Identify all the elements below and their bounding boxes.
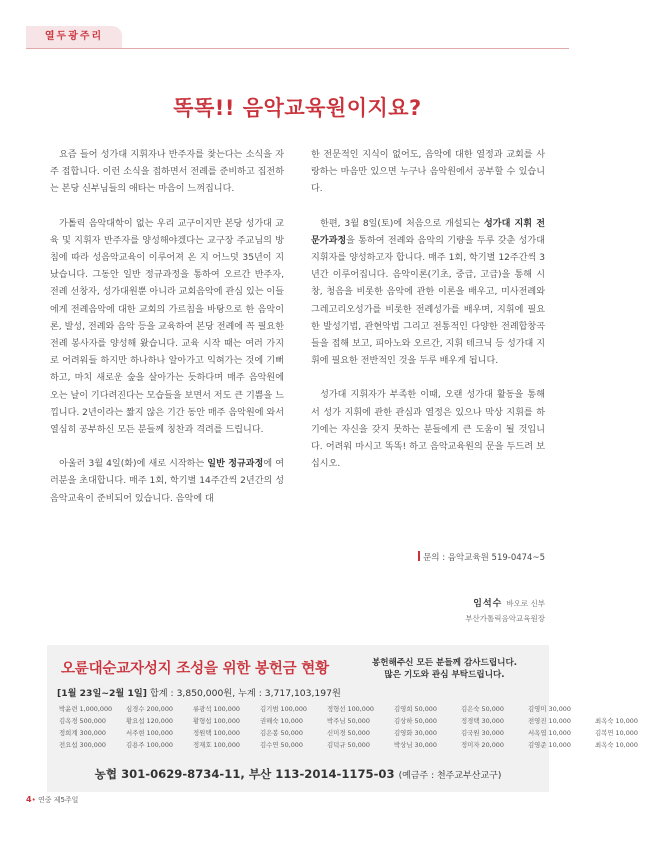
left-paragraph-3 <box>50 456 284 508</box>
donor-entry: 정경택 30,000 <box>461 717 504 726</box>
donor-row <box>59 703 662 715</box>
donor-entry: 황형섭 100,000 <box>193 717 240 726</box>
left-paragraph-3-start: 아울러 3월 4일(화)에 새로 시작하는 <box>59 459 208 470</box>
donor-row <box>59 727 662 739</box>
contact-text: 문의 : 음악교육원 519-0474~5 <box>423 553 545 563</box>
donor-entry: 심경수 200,000 <box>126 705 173 713</box>
donation-thanks-line-1: 봉헌해주신 모든 분들께 감사드립니다. <box>371 658 518 668</box>
page-footer: 4• 연중 제5주일 <box>26 795 79 804</box>
left-paragraph-1: 요즘 들어 성가대 지휘자나 반주자를 찾는다는 소식을 자주 접합니다. 이런 소식을 접하면서 전례를 준비하고 집전하는 본당 신부님들의 애타는 마음이 느껴집니다. <box>50 150 284 195</box>
left-paragraph-2: 가톨릭 음악대학이 없는 우리 교구이지만 본당 성가대 교육 및 지휘자 반주자를 양성해야겠다는 교구장 주교님의 방침에 따라 성음악교육이 이루어져 온 지 어느덧 35년이 지났습니다. 그동안 일반 정규과정을 통하여 오르간 반주자, 전례 선창자, 성가대원뿐 아니라 교회음악에 관심 있는 이들에게 전례음악에 대한 교회의 가르침을 바탕으로 한 음악이론, 발성, 전례와 음악 등을 교육하여 본당 전례에 꼭 필요한 전례 봉사자를 양성해 왔습니다. 교육 시작 때는 여러 가지로 어려워들 하지만 하나하나 알아가고 익혀가는 것에 기뻐하고, 마치 새로운 숲을 살아가는 듯하다며 매주 음악원에 오는 날이 기다려진다는 모습들을 보면서 저도 큰 기쁨을 느낍니다. 2년이라는 짧지 않은 기간 동안 매주 음악원에 와서 열심히 공부하신 모든 분들께 칭찬과 격려를 드립니다. <box>50 218 284 436</box>
donor-entry: 김기범 100,000 <box>260 705 307 713</box>
donor-entry: 정재호 100,000 <box>193 741 240 750</box>
right-paragraph-2-emphasis: 성가대 지휘 전문가과정 <box>311 218 545 246</box>
account-holder: (예금주 : 천주교부산교구) <box>398 771 502 781</box>
donor-entry: 정원택 100,000 <box>193 729 240 738</box>
donor-entry: 신미경 50,000 <box>327 729 370 738</box>
right-paragraph-2 <box>311 216 545 371</box>
donation-title: 오륜대순교자성지 조성을 위한 봉헌금 현황 <box>61 661 329 677</box>
donor-entry: 정희계 300,000 <box>59 729 106 738</box>
donor-entry: 김덕규 50,000 <box>327 741 370 750</box>
donor-entry: 김국원 30,000 <box>461 729 504 738</box>
donor-entry: 김영미 30,000 <box>528 705 571 713</box>
left-column <box>50 147 284 508</box>
donor-entry: 서주현 100,000 <box>126 729 173 738</box>
donor-row <box>59 739 662 751</box>
donor-entry: 최옥숙 10,000 <box>595 741 638 750</box>
donor-entry: 박주님 50,000 <box>327 717 370 726</box>
donor-entry: 류광석 100,000 <box>193 705 240 713</box>
donation-account <box>47 766 549 782</box>
author-title: 부산가톨릭음악교육원장 <box>465 614 545 623</box>
section-tab: 열두광주리 <box>26 26 122 48</box>
donor-entry: 서옥엽 10,000 <box>528 729 571 738</box>
donor-entry: 황요섭 120,000 <box>126 717 173 726</box>
donor-entry: 김은봉 50,000 <box>260 729 303 738</box>
page-number: 4 <box>26 795 32 804</box>
donor-entry: 김영준 10,000 <box>528 741 571 750</box>
author-signature <box>311 596 545 609</box>
top-rule <box>26 48 569 49</box>
donation-summary <box>57 685 341 699</box>
donor-entry: 김옥경 500,000 <box>59 717 106 726</box>
donor-entry: 김영희 50,000 <box>394 705 437 713</box>
donor-entry: 김복연 10,000 <box>595 729 638 738</box>
donor-entry: 정형선 100,000 <box>327 705 374 713</box>
donor-entry: 최옥숙 10,000 <box>595 717 638 726</box>
donor-entry: 김상하 50,000 <box>394 717 437 726</box>
account-numbers: 농협 301-0629-8734-11, 부산 113-2014-1175-03 <box>94 767 395 781</box>
donor-entry: 박상님 30,000 <box>394 741 437 750</box>
donor-list <box>59 703 662 751</box>
donor-entry: 전요섭 300,000 <box>59 741 106 750</box>
contact-bar <box>418 551 420 561</box>
author-name: 임석수 <box>473 599 503 609</box>
author-role: 바오로 신부 <box>506 599 545 608</box>
right-column <box>311 147 545 473</box>
donor-entry: 박윤련 1,000,000 <box>59 705 113 713</box>
donor-row <box>59 715 662 727</box>
left-paragraph-3-emphasis: 일반 정규과정 <box>207 459 264 470</box>
donor-entry: 김용주 100,000 <box>126 741 173 750</box>
contact-info <box>311 551 545 563</box>
donor-entry: 정미자 20,000 <box>461 741 504 750</box>
donation-thanks-line-2: 많은 기도와 관심 부탁드립니다. <box>384 670 505 680</box>
right-paragraph-2-start: 한편, 3월 8일(토)에 처음으로 개설되는 <box>320 218 484 229</box>
donation-thanks <box>347 657 542 681</box>
donor-entry: 권해숙 10,000 <box>260 717 303 726</box>
right-paragraph-3: 성가대 지휘자가 부족한 이때, 오랜 성가대 활동을 통해서 성가 지휘에 관한 관심과 열정은 있으나 막상 지휘를 하기에는 자신을 갖지 못하는 분들에게 큰 도움이 될 것입니다. 어려워 마시고 똑똑! 하고 음악교육원의 문을 두드려 보십시오. <box>311 390 545 470</box>
donor-entry: 전영진 10,000 <box>528 717 571 726</box>
donor-entry: 김영화 30,000 <box>394 729 437 738</box>
donation-box <box>47 645 638 792</box>
left-paragraph-3-end: 에 여러분을 초대합니다. 매주 1회, 학기별 14주간씩 2년간의 성음악교육이 준비되어 있습니다. 음악에 대 <box>50 459 284 504</box>
article-title: 똑똑!! 음악교육원이지요? <box>173 96 422 120</box>
donation-period: [1월 23일~2월 1일] <box>57 688 147 699</box>
donation-totals: 합계 : 3,850,000원, 누계 : 3,717,103,197원 <box>149 688 341 699</box>
right-paragraph-2-end: 을 통하여 전례와 음악의 기량을 두루 갖춘 성가대 지휘자를 양성하고자 합니다. 매주 1회, 학기별 12주간씩 3년간 이루어집니다. 음악이론(기초, 중급, 고급)을 통해 시창, 청음을 비롯한 음악에 관한 이론을 배우고, 미사전례와 그레고리오성가를 비롯한 전례성가를 배우며, 지휘에 필요한 발성기법, 관현악법 그리고 전통적인 다양한 전례합창곡들을 접해 보고, 피아노와 오르간, 지휘 테크닉 등 성가대 지휘에 필요한 전반적인 것을 두루 배우게 됩니다. <box>311 235 545 367</box>
footer-text: 연중 제5주일 <box>37 796 79 804</box>
donor-entry: 김은숙 50,000 <box>461 705 504 713</box>
donor-entry: 김수연 50,000 <box>260 741 303 750</box>
right-paragraph-1: 한 전문적인 지식이 없어도, 음악에 대한 열정과 교회를 사랑하는 마음만 있으면 누구나 음악원에서 공부할 수 있습니다. <box>311 150 545 195</box>
